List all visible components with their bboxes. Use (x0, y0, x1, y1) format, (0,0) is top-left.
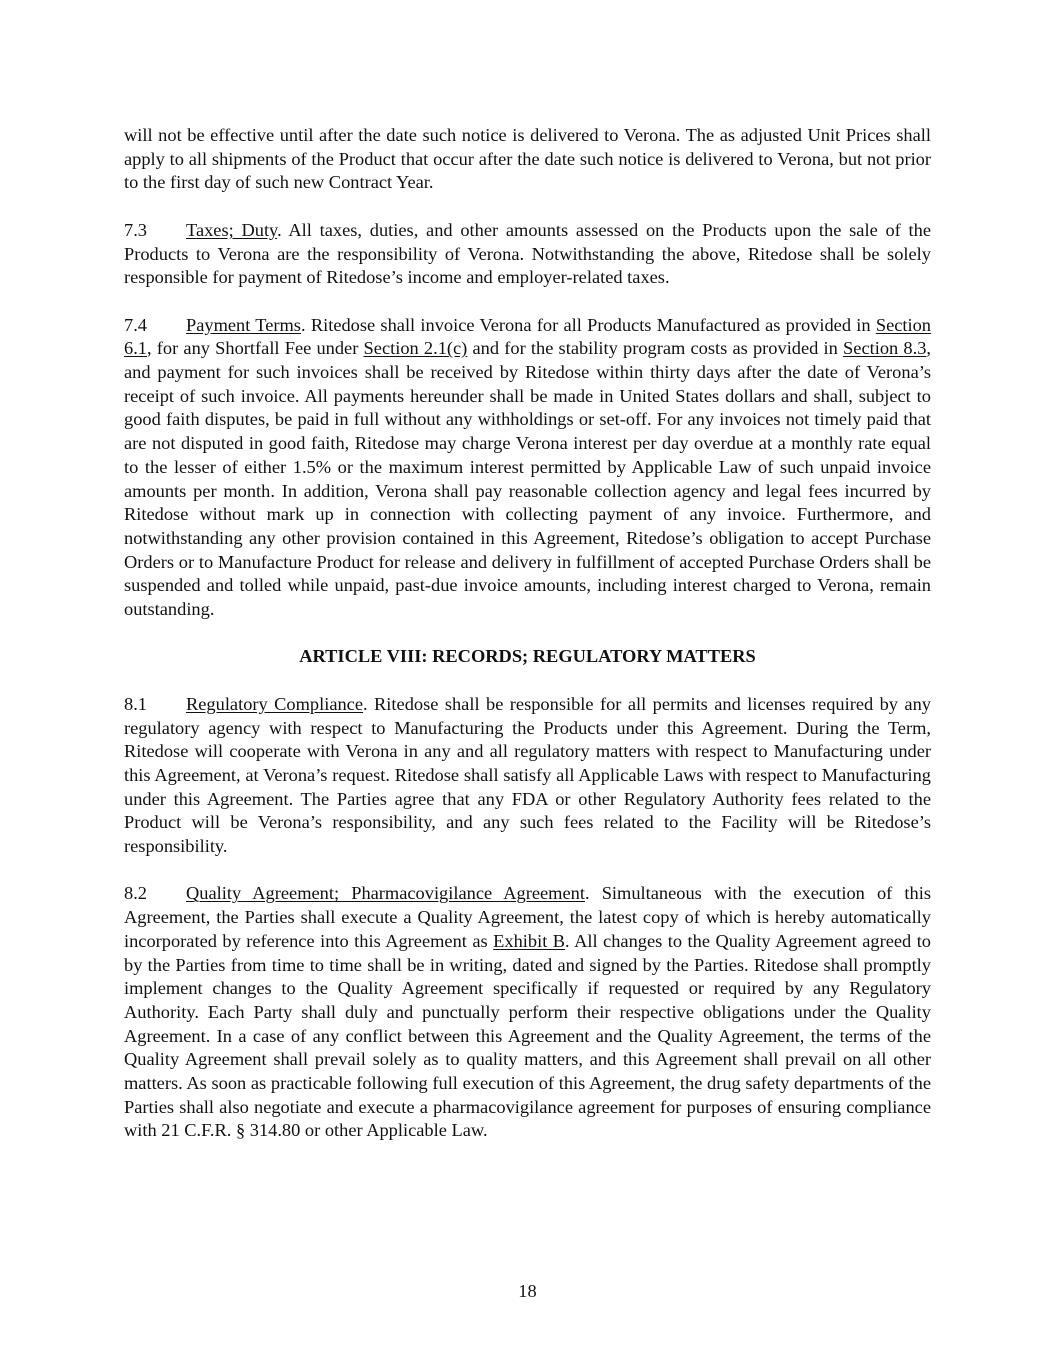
continuation-text: will not be effective until after the date such notice is delivered to Verona. The as adjusted Unit Prices shall apply to all shipments of the Product that occur after the date such notice is delivered to Verona, but not prior to the first day of such new Contract Year. (124, 125, 931, 193)
section-7-4 (124, 314, 931, 622)
cross-reference: Exhibit B (493, 930, 566, 951)
continuation-paragraph (124, 124, 931, 195)
cross-reference: Section 2.1(c) (363, 338, 468, 359)
section-body: , for any Shortfall Fee under (147, 338, 364, 359)
section-8-2 (124, 882, 931, 1143)
section-body: . All changes to the Quality Agreement agreed to by the Parties from time to time shall be in writing, dated and signed by the Parties. Ritedose shall promptly implement changes to the Quality Agreement specifically if requested or required by any Regulatory Authority. Each Party shall duly and punctually perform their respective obligations under the Quality Agreement. In a case of any conflict between this Agreement and the Quality Agreement, the terms of the Quality Agreement shall prevail solely as to quality matters, and this Agreement shall prevail on all other matters. As soon as practicable following full execution of this Agreement, the drug safety departments of the Parties shall also negotiate and execute a pharmacovigilance agreement for purposes of ensuring compliance with 21 C.F.R. § 314.80 or other Applicable Law. (124, 930, 932, 1141)
document-page (124, 124, 931, 1143)
section-number: 7.4 (124, 314, 147, 335)
section-body: , and payment for such invoices shall be received by Ritedose within thirty days after the date of Verona’s receipt of such invoice. All payments hereunder shall be made in United States dollars and shall, subject to good faith disputes, be paid in full without any withholdings or set-off. For any invoices not timely paid that are not disputed in good faith, Ritedose may charge Verona interest per day overdue at a monthly rate equal to the lesser of either 1.5% or the maximum interest permitted by Applicable Law of such unpaid invoice amounts per month. In addition, Verona shall pay reasonable collection agency and legal fees incurred by Ritedose without mark up in connection with collecting payment of any invoice. Furthermore, and notwithstanding any other provision contained in this Agreement, Ritedose’s obligation to accept Purchase Orders or to Manufacture Product for release and delivery in fulfillment of accepted Purchase Orders shall be suspended and tolled while unpaid, past-due invoice amounts, including interest charged to Verona, remain outstanding. (124, 338, 932, 620)
section-body: . Simultaneous with the execution of this Agreement, the Parties shall execute a Quality Agreement, the latest copy of which is hereby automatically incorporated by reference into this Agreement as (124, 883, 931, 951)
section-body: . All taxes, duties, and other amounts assessed on the Products upon the sale of the Products to Verona are the responsibility of Verona. Notwithstanding the above, Ritedose shall be solely responsible for payment of Ritedose’s income and employer-related taxes. (124, 219, 931, 288)
section-title: Regulatory Compliance (186, 693, 364, 714)
section-number: 7.3 (124, 219, 147, 240)
section-title: Payment Terms (186, 314, 301, 335)
section-number: 8.1 (124, 693, 147, 714)
article-heading: ARTICLE VIII: RECORDS; REGULATORY MATTERS (299, 646, 756, 667)
section-8-1 (124, 693, 931, 859)
section-body: . Ritedose shall invoice Verona for all Products Manufactured as provided in (300, 314, 876, 335)
section-body: and for the stability program costs as provided in (467, 338, 844, 359)
section-title: Quality Agreement; Pharmacovigilance Agreement (186, 883, 585, 904)
cross-reference: Section 6.1 (124, 314, 932, 359)
section-7-3 (124, 219, 931, 290)
section-number: 8.2 (124, 883, 147, 904)
section-title: Taxes; Duty (186, 219, 278, 240)
cross-reference: Section 8.3 (843, 338, 927, 359)
section-body: . Ritedose shall be responsible for all permits and licenses required by any regulatory agency with respect to Manufacturing the Products under this Agreement. During the Term, Ritedose will cooperate with Verona in any and all regulatory matters with respect to Manufacturing under this Agreement, at Verona’s request. Ritedose shall satisfy all Applicable Laws with respect to Manufacturing under this Agreement. The Parties agree that any FDA or other Regulatory Authority fees related to the Product will be Verona’s responsibility, and any such fees related to the Facility will be Ritedose’s responsibility. (124, 693, 931, 857)
page-number: 18 (518, 1281, 537, 1301)
